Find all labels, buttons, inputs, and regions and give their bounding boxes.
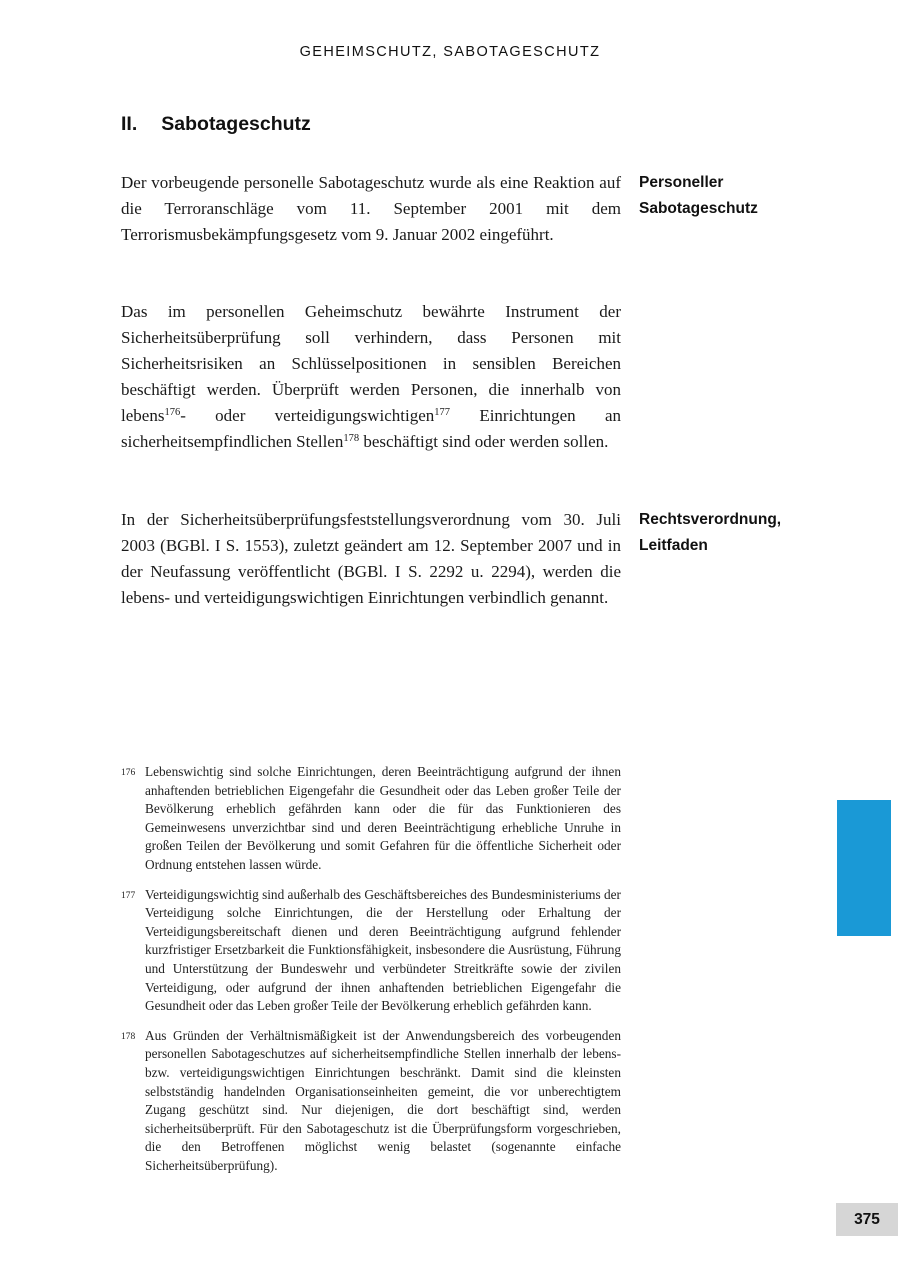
footnote-177 (121, 886, 621, 1016)
paragraph-3: In der Sicherheitsüberprüfungsfeststellungsverordnung vom 30. Juli 2003 (BGBl. I S. 1553), zuletzt geändert am 12. September 2007 und in der Neufassung veröffentlicht (BGBl. I S. 2292 u. 2294), werden die lebens- und verteidigungswichtigen Einrichtungen verbindlich genannt. (121, 510, 621, 607)
page-number: 375 (854, 1210, 880, 1228)
section-title: Sabotageschutz (161, 113, 311, 135)
paragraph-1: Der vorbeugende personelle Sabotageschutz wurde als eine Reaktion auf die Terroranschläge vom 11. September 2001 mit dem Terrorismusbekämpfungsgesetz vom 9. Januar 2002 eingeführt. (121, 173, 621, 244)
footnote-ref-176: 176 (164, 406, 181, 418)
paragraph-2-text: Das im personellen Geheimschutz bewährte Instrument der Sicherheitsüberprüfung soll verhindern, dass Personen mit Sicherheitsrisiken an Schlüsselpositionen in sensiblen Bereichen beschäftigt werden. Überprüft werden Personen, die innerhalb von lebens (121, 302, 621, 425)
footnote-number: 176 (121, 768, 136, 778)
section-heading (121, 113, 311, 136)
paragraph-2 (121, 299, 621, 454)
paragraph-2-text: - oder verteidigungswichtigen (180, 405, 435, 425)
paragraph-block-2 (121, 299, 811, 454)
footnote-text: Aus Gründen der Verhältnismäßigkeit ist der Anwendungsbereich des vorbeugenden personellen Sabotageschutzes auf sicherheitsempfindliche Stellen innerhalb der lebens- bzw. verteidigungswichtigen Einrichtungen beschränkt. Damit sind die kleinsten selbstständig handelnden Organisationseinheiten gemeint, die vor unberechtigtem Zugang geschützt sind. Nur diejenigen, die dort beschäftigt sind, werden sicherheitsüberprüft. Für den Sabotageschutz ist die Überprüfungsform vorgeschrieben, die den Betroffenen möglichst wenig belastet (sogenannte einfache Sicherheitsüberprüfung). (145, 1027, 621, 1173)
footnotes-section (121, 763, 621, 1186)
footnote-178 (121, 1027, 621, 1176)
footnote-number: 177 (121, 890, 136, 901)
footnote-ref-177: 177 (434, 406, 451, 418)
footnote-number: 178 (121, 1031, 136, 1042)
paragraph-block-1 (121, 170, 811, 248)
running-header: GEHEIMSCHUTZ, SABOTAGESCHUTZ (299, 44, 601, 60)
margin-note-personeller-sabotageschutz: Personeller Sabotageschutz (639, 174, 758, 217)
page-number-badge (836, 1203, 898, 1236)
footnote-text: Verteidigungswichtig sind außerhalb des Geschäftsbereiches des Bundesministeriums der Verteidigung solche Einrichtungen, die der Herstellung oder Erhaltung der Verteidigungsbereitschaft dienen und deren Beeinträchtigung aufgrund fehlender kurzfristiger Ersetzbarkeit die Funktionsfähigkeit, insbesondere die Ausrüstung, Führung und Unterstützung der Bundeswehr und verbündeter Streitkräfte sowie der zivilen Verteidigung, oder aufgrund der ihnen anhaftenden betrieblichen Eigengefahr die Gesundheit oder das Leben großer Teile der Bevölkerung erheblich gefährden kann. (145, 886, 621, 1014)
footnote-text: Lebenswichtig sind solche Einrichtungen, deren Beeinträchtigung aufgrund der ihnen anhaftenden betrieblichen Eigengefahr die Gesundheit oder das Leben großer Teile der Bevölkerung erheblich gefährden kann oder die für das Funktionieren des Gemeinwesens unverzichtbar sind und deren Beeinträchtigung erhebliche Unruhe in großen Teilen der Bevölkerung und somit Gefahren für die öffentliche Sicherheit oder Ordnung entstehen lassen würde. (145, 764, 621, 872)
paragraph-2-text: Einrichtungen an sicherheitsempfindlichen Stellen (121, 405, 621, 451)
footnote-176 (121, 763, 621, 875)
section-number: II. (121, 113, 138, 135)
footnote-ref-178: 178 (343, 432, 360, 444)
paragraph-2-text: beschäftigt sind oder werden sollen. (359, 431, 609, 451)
chapter-thumb-tab (837, 800, 891, 936)
margin-note-rechtsverordnung-leitfaden: Rechtsverordnung, Leitfaden (639, 511, 782, 554)
paragraph-block-3 (121, 507, 811, 611)
